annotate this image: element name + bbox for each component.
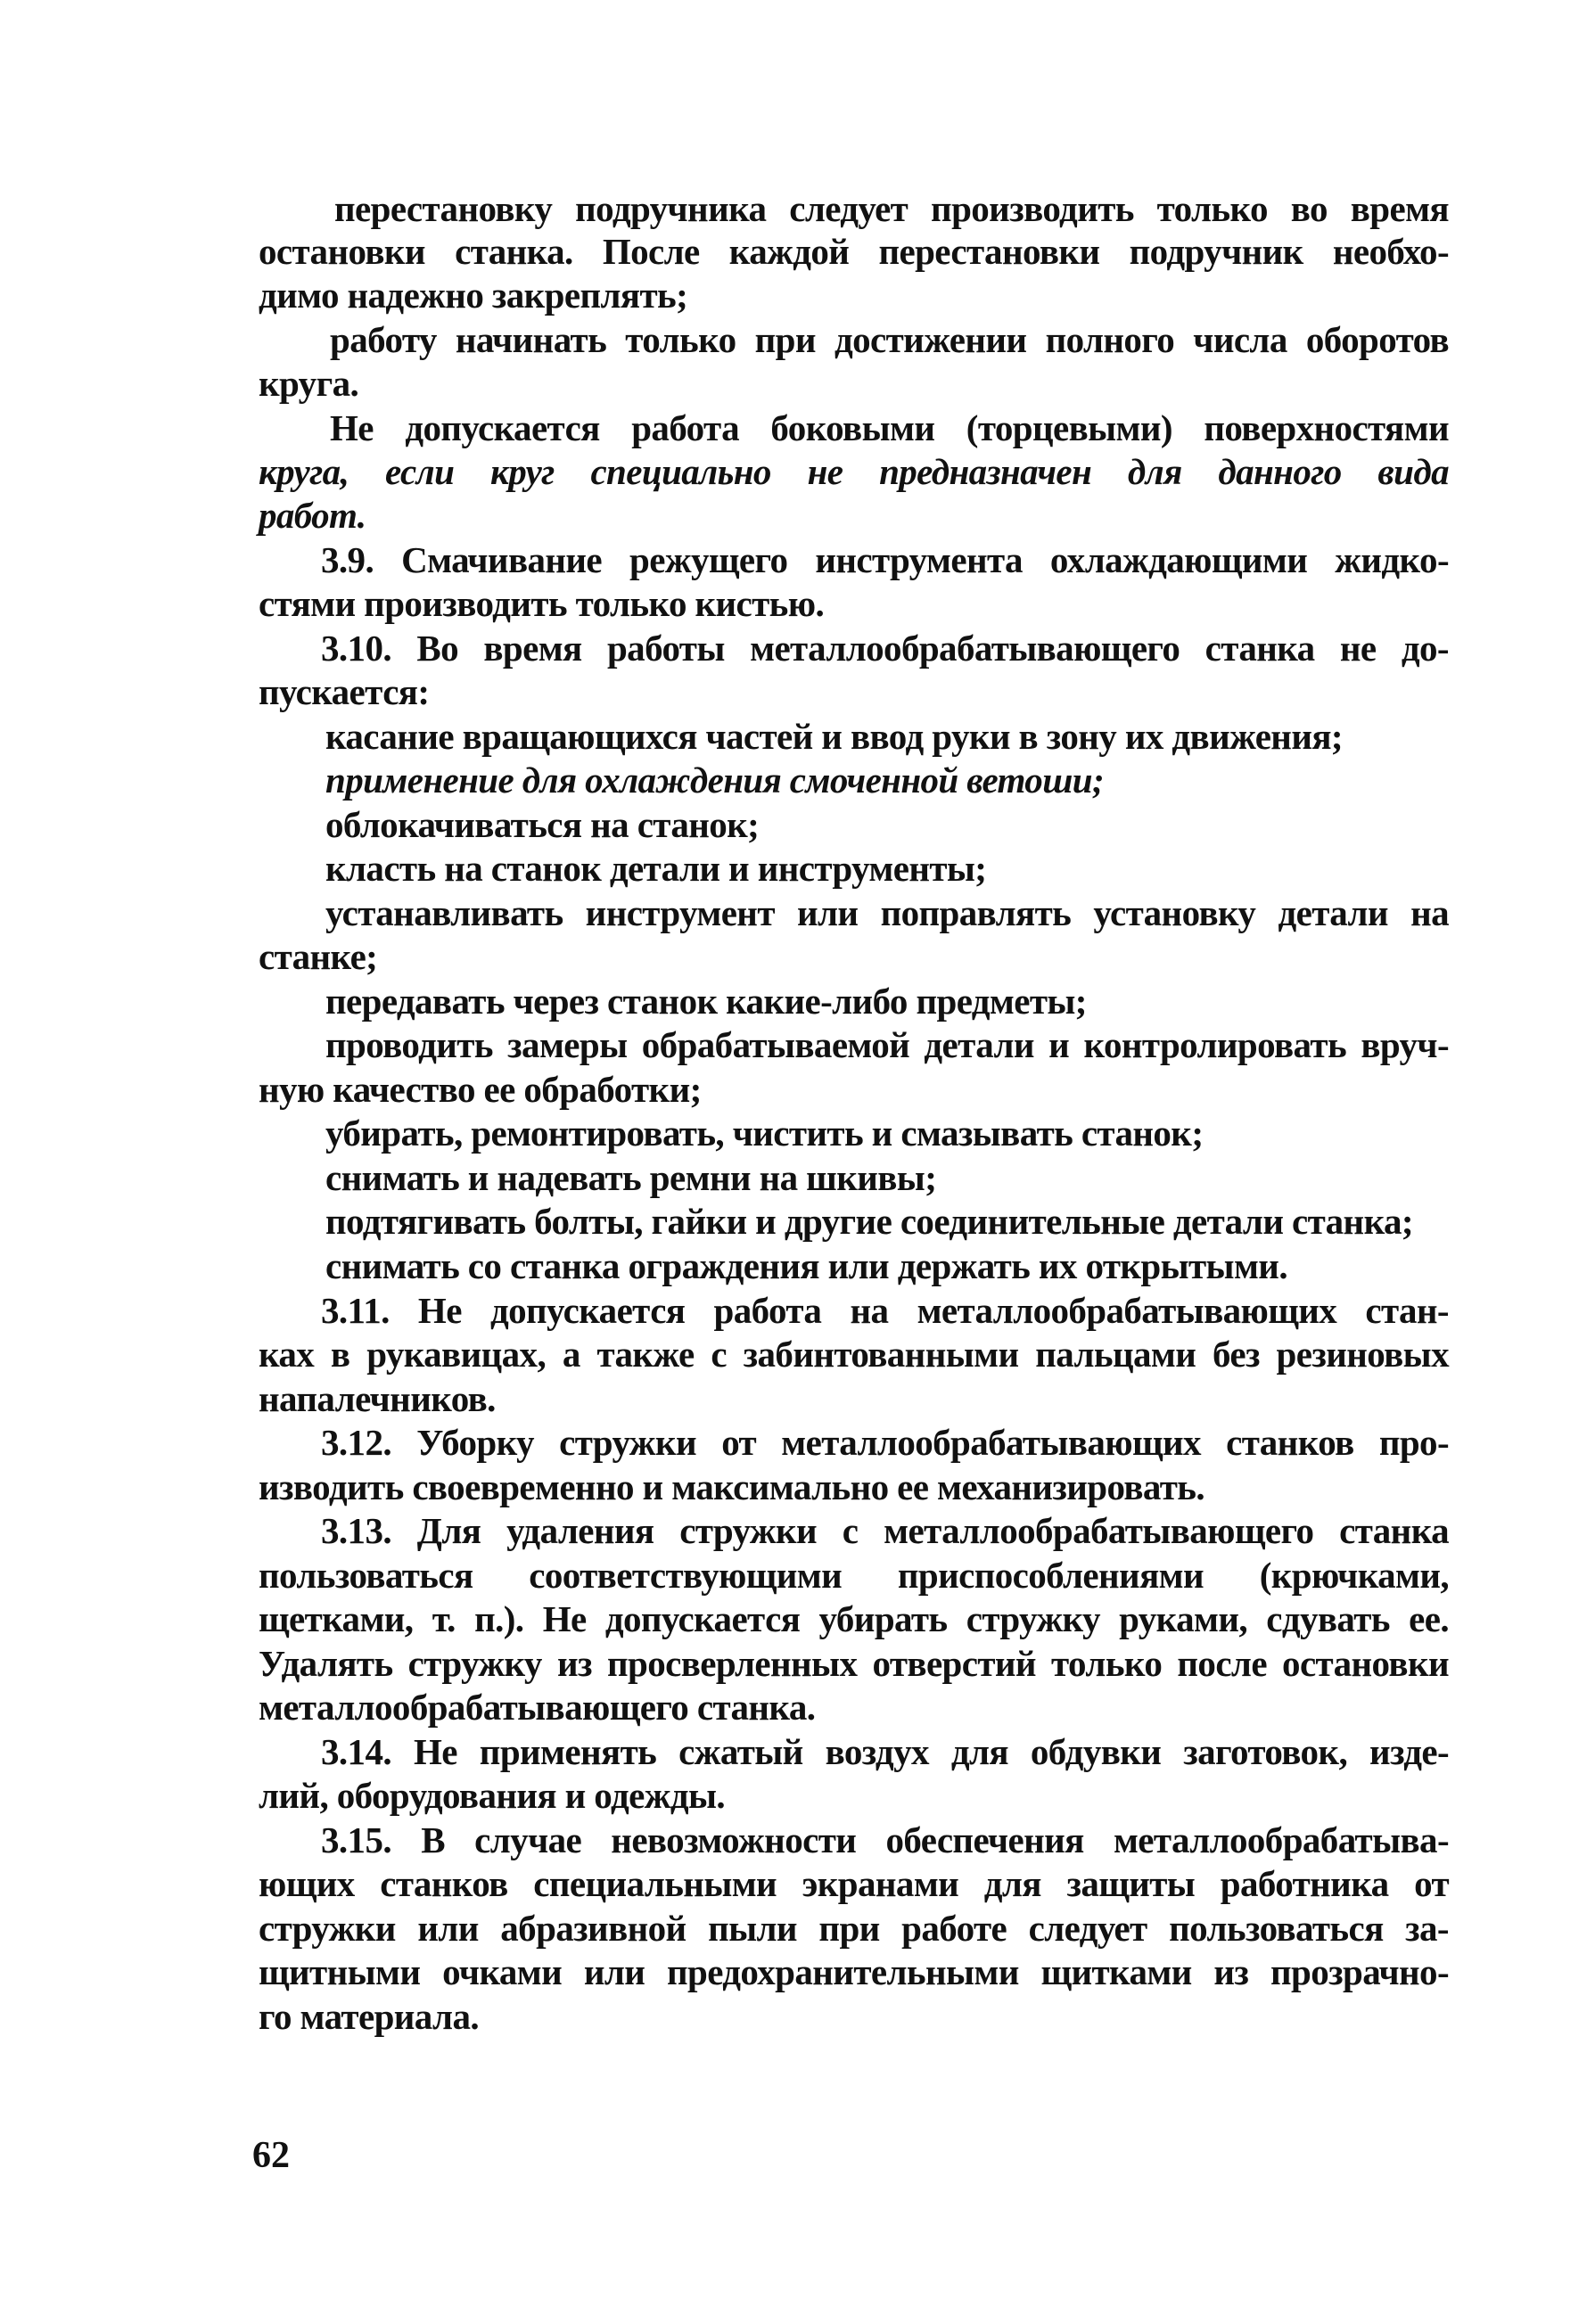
text-line: напалечников.	[259, 1378, 496, 1419]
text-line: пользоваться соответствующими приспособлениями (крючками,	[259, 1555, 1449, 1596]
text-line: круга.	[259, 363, 359, 404]
text-line: 3.11. Не допускается работа на металлообрабатывающих стан-	[321, 1290, 1449, 1331]
text-line: класть на станок детали и инструменты;	[325, 848, 987, 889]
text-line: снимать со станка ограждения или держать их открытыми.	[325, 1245, 1287, 1286]
text-line: металлообрабатывающего станка.	[259, 1687, 816, 1728]
text-line: пускается:	[259, 671, 430, 712]
text-line: остановки станка. После каждой перестановки подручник необхо-	[259, 231, 1449, 272]
text-line: ную качество ее обработки;	[259, 1069, 702, 1110]
text-line: станке;	[259, 936, 378, 977]
text-line: ках в рукавицах, а также с забинтованными пальцами без резиновых	[259, 1334, 1449, 1375]
text-line: устанавливать инструмент или поправлять установку детали на	[325, 892, 1449, 933]
text-line: изводить своевременно и максимально ее механизировать.	[259, 1466, 1205, 1507]
text-line: перестановку подручника следует производить только во время	[334, 188, 1449, 229]
text-line: лий, оборудования и одежды.	[259, 1775, 726, 1816]
text-line: облокачиваться на станок;	[325, 804, 760, 845]
text-line: ющих станков специальными экранами для защиты работника от	[259, 1863, 1449, 1904]
text-line: подтягивать болты, гайки и другие соединительные детали станка;	[325, 1201, 1413, 1242]
text-line: стружки или абразивной пыли при работе следует пользоваться за-	[259, 1908, 1449, 1949]
text-line: 3.10. Во время работы металлообрабатывающего станка не до-	[321, 628, 1449, 669]
text-line: 3.14. Не применять сжатый воздух для обдувки заготовок, изде-	[321, 1731, 1449, 1772]
text-line: Не допускается работа боковыми (торцевыми) поверхностями	[330, 407, 1449, 448]
text-line: круга, если круг специально не предназначен для данного вида	[259, 451, 1449, 492]
text-line: проводить замеры обрабатываемой детали и контролировать вруч-	[325, 1024, 1449, 1065]
text-line: щитными очками или предохранительными щитками из прозрачно-	[259, 1951, 1449, 1992]
text-line: 3.9. Смачивание режущего инструмента охлаждающими жидко-	[321, 539, 1449, 580]
text-line: убирать, ремонтировать, чистить и смазывать станок;	[325, 1113, 1204, 1154]
text-line: передавать через станок какие-либо предметы;	[325, 981, 1087, 1022]
text-line: касание вращающихся частей и ввод руки в зону их движения;	[325, 716, 1343, 757]
page-number: 62	[252, 2135, 290, 2176]
text-line: 3.12. Уборку стружки от металлообрабатывающих станков про-	[321, 1422, 1449, 1463]
text-line: 3.15. В случае невозможности обеспечения металлообрабатыва-	[321, 1819, 1449, 1860]
text-line: го материала.	[259, 1996, 480, 2037]
text-line: работ.	[259, 495, 366, 536]
text-line: применение для охлаждения смоченной ветоши;	[325, 760, 1104, 801]
text-line: стями производить только кистью.	[259, 583, 825, 624]
text-line: работу начинать только при достижении полного числа оборотов	[330, 319, 1449, 360]
text-line: щетками, т. п.). Не допускается убирать стружку руками, сдувать ее.	[259, 1598, 1449, 1639]
text-line: димо надежно закреплять;	[259, 275, 688, 316]
text-line: Удалять стружку из просверленных отверстий только после остановки	[259, 1643, 1449, 1684]
text-line: 3.13. Для удаления стружки с металлообрабатывающего станка	[321, 1510, 1449, 1551]
text-line: снимать и надевать ремни на шкивы;	[325, 1157, 937, 1198]
